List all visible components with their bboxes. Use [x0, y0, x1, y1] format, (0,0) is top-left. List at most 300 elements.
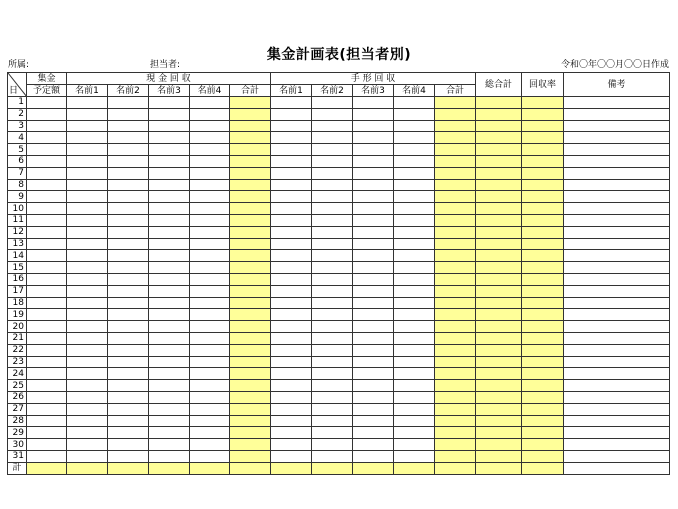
cash-name4-cell[interactable]	[190, 344, 230, 356]
bill-total-cell[interactable]	[435, 155, 476, 167]
grand-total-cell[interactable]	[476, 356, 522, 368]
bill-name3-cell[interactable]	[353, 380, 394, 392]
scheduled-amount-cell[interactable]	[27, 415, 67, 427]
bill-name2-cell[interactable]	[312, 273, 353, 285]
bill-name2-cell[interactable]	[312, 380, 353, 392]
grand-total-cell[interactable]	[476, 403, 522, 415]
cash-name4-cell[interactable]	[190, 380, 230, 392]
cash-name2-cell[interactable]	[108, 155, 149, 167]
bill-name4-cell[interactable]	[394, 332, 435, 344]
cash-name3-cell[interactable]	[149, 450, 190, 462]
bill-name2-cell[interactable]	[312, 144, 353, 156]
scheduled-amount-cell[interactable]	[27, 391, 67, 403]
bill-total-cell[interactable]	[435, 332, 476, 344]
cash-name4-cell[interactable]	[190, 167, 230, 179]
bill-name2-cell[interactable]	[312, 439, 353, 451]
bill-name3-cell[interactable]	[353, 132, 394, 144]
cash-name1-cell[interactable]	[67, 238, 108, 250]
bill-total-cell[interactable]	[435, 250, 476, 262]
collection-rate-cell[interactable]	[522, 321, 564, 333]
bill-name4-cell[interactable]	[394, 415, 435, 427]
cash-total-cell[interactable]	[230, 226, 271, 238]
grand-total-cell[interactable]	[476, 155, 522, 167]
cash-name4-cell[interactable]	[190, 297, 230, 309]
bill-name1-cell[interactable]	[271, 285, 312, 297]
collection-rate-cell[interactable]	[522, 332, 564, 344]
cash-name4-cell[interactable]	[190, 321, 230, 333]
bill-name2-cell[interactable]	[312, 155, 353, 167]
cash-name3-cell[interactable]	[149, 191, 190, 203]
grand-total-cell[interactable]	[476, 332, 522, 344]
bill-name3-cell[interactable]	[353, 309, 394, 321]
cash-total-cell[interactable]	[230, 108, 271, 120]
bill-total-cell[interactable]	[435, 391, 476, 403]
cash-name1-cell[interactable]	[67, 415, 108, 427]
grand-total-cell[interactable]	[476, 297, 522, 309]
remarks-cell[interactable]	[564, 238, 670, 250]
cash-name3-cell[interactable]	[149, 214, 190, 226]
remarks-cell[interactable]	[564, 167, 670, 179]
bill-total-cell[interactable]	[435, 321, 476, 333]
cash-name4-cell[interactable]	[190, 439, 230, 451]
bill-total-cell[interactable]	[435, 450, 476, 462]
scheduled-amount-cell[interactable]	[27, 368, 67, 380]
grand-total-cell[interactable]	[476, 132, 522, 144]
remarks-cell[interactable]	[564, 214, 670, 226]
bill-name1-cell[interactable]	[271, 250, 312, 262]
collection-rate-cell[interactable]	[522, 403, 564, 415]
bill-name4-cell[interactable]	[394, 191, 435, 203]
bill-name1-cell[interactable]	[271, 132, 312, 144]
cash-total-cell[interactable]	[230, 132, 271, 144]
collection-rate-cell[interactable]	[522, 285, 564, 297]
bill-name3-cell[interactable]	[353, 144, 394, 156]
bill-name3-cell[interactable]	[353, 238, 394, 250]
bill-name3-cell[interactable]	[353, 214, 394, 226]
collection-rate-cell[interactable]	[522, 203, 564, 215]
cash-name4-cell[interactable]	[190, 356, 230, 368]
scheduled-amount-cell[interactable]	[27, 144, 67, 156]
cash-total-cell[interactable]	[230, 238, 271, 250]
bill-name4-cell[interactable]	[394, 238, 435, 250]
cash-name2-cell[interactable]	[108, 120, 149, 132]
cash-total-cell[interactable]	[230, 309, 271, 321]
cash-name1-cell[interactable]	[67, 427, 108, 439]
bill-name3-cell[interactable]	[353, 439, 394, 451]
cash-name3-total-cell[interactable]	[149, 462, 190, 474]
grand-total-cell[interactable]	[476, 344, 522, 356]
cash-name3-cell[interactable]	[149, 179, 190, 191]
cash-name1-cell[interactable]	[67, 250, 108, 262]
cash-total-cell[interactable]	[230, 450, 271, 462]
cash-name3-cell[interactable]	[149, 391, 190, 403]
bill-name4-cell[interactable]	[394, 167, 435, 179]
cash-name3-cell[interactable]	[149, 262, 190, 274]
cash-name1-cell[interactable]	[67, 132, 108, 144]
cash-name1-cell[interactable]	[67, 439, 108, 451]
cash-total-cell[interactable]	[230, 167, 271, 179]
cash-name2-cell[interactable]	[108, 297, 149, 309]
cash-total-cell[interactable]	[230, 391, 271, 403]
scheduled-amount-cell[interactable]	[27, 203, 67, 215]
bill-name2-cell[interactable]	[312, 321, 353, 333]
bill-name4-cell[interactable]	[394, 427, 435, 439]
cash-name4-cell[interactable]	[190, 97, 230, 109]
cash-name1-cell[interactable]	[67, 285, 108, 297]
bill-name1-cell[interactable]	[271, 450, 312, 462]
cash-name4-cell[interactable]	[190, 179, 230, 191]
cash-name4-cell[interactable]	[190, 203, 230, 215]
bill-total-cell[interactable]	[435, 238, 476, 250]
bill-name1-cell[interactable]	[271, 120, 312, 132]
cash-name1-cell[interactable]	[67, 368, 108, 380]
cash-total-cell[interactable]	[230, 368, 271, 380]
cash-name3-cell[interactable]	[149, 238, 190, 250]
grand-total-cell[interactable]	[476, 203, 522, 215]
cash-name3-cell[interactable]	[149, 273, 190, 285]
cash-name3-cell[interactable]	[149, 203, 190, 215]
grand-total-total-cell[interactable]	[476, 462, 522, 474]
cash-name2-cell[interactable]	[108, 439, 149, 451]
remarks-cell[interactable]	[564, 155, 670, 167]
collection-rate-cell[interactable]	[522, 380, 564, 392]
collection-rate-cell[interactable]	[522, 132, 564, 144]
bill-name1-cell[interactable]	[271, 332, 312, 344]
bill-name3-cell[interactable]	[353, 450, 394, 462]
bill-name3-cell[interactable]	[353, 415, 394, 427]
cash-name1-cell[interactable]	[67, 391, 108, 403]
bill-total-cell[interactable]	[435, 167, 476, 179]
cash-name1-cell[interactable]	[67, 321, 108, 333]
cash-name2-cell[interactable]	[108, 214, 149, 226]
collection-rate-cell[interactable]	[522, 427, 564, 439]
collection-rate-cell[interactable]	[522, 391, 564, 403]
cash-name3-cell[interactable]	[149, 297, 190, 309]
bill-name3-cell[interactable]	[353, 155, 394, 167]
scheduled-amount-cell[interactable]	[27, 191, 67, 203]
bill-name4-cell[interactable]	[394, 450, 435, 462]
bill-name1-cell[interactable]	[271, 321, 312, 333]
bill-name1-cell[interactable]	[271, 415, 312, 427]
cash-total-cell[interactable]	[230, 285, 271, 297]
grand-total-cell[interactable]	[476, 250, 522, 262]
cash-name4-cell[interactable]	[190, 309, 230, 321]
bill-name4-cell[interactable]	[394, 250, 435, 262]
cash-name3-cell[interactable]	[149, 439, 190, 451]
cash-name1-cell[interactable]	[67, 214, 108, 226]
bill-total-cell[interactable]	[435, 368, 476, 380]
remarks-cell[interactable]	[564, 273, 670, 285]
cash-name2-cell[interactable]	[108, 250, 149, 262]
cash-name3-cell[interactable]	[149, 415, 190, 427]
grand-total-cell[interactable]	[476, 167, 522, 179]
cash-name1-cell[interactable]	[67, 155, 108, 167]
cash-name3-cell[interactable]	[149, 132, 190, 144]
cash-total-cell[interactable]	[230, 214, 271, 226]
bill-name3-cell[interactable]	[353, 108, 394, 120]
bill-name3-cell[interactable]	[353, 344, 394, 356]
remarks-cell[interactable]	[564, 309, 670, 321]
bill-total-cell[interactable]	[435, 108, 476, 120]
bill-name4-cell[interactable]	[394, 226, 435, 238]
bill-name4-cell[interactable]	[394, 144, 435, 156]
cash-name2-cell[interactable]	[108, 403, 149, 415]
collection-rate-cell[interactable]	[522, 120, 564, 132]
cash-name4-cell[interactable]	[190, 285, 230, 297]
remarks-cell[interactable]	[564, 285, 670, 297]
bill-total-cell[interactable]	[435, 439, 476, 451]
cash-total-cell[interactable]	[230, 427, 271, 439]
bill-total-cell[interactable]	[435, 403, 476, 415]
bill-name1-cell[interactable]	[271, 191, 312, 203]
remarks-cell[interactable]	[564, 380, 670, 392]
scheduled-amount-cell[interactable]	[27, 132, 67, 144]
scheduled-amount-cell[interactable]	[27, 214, 67, 226]
bill-name2-cell[interactable]	[312, 356, 353, 368]
bill-name4-cell[interactable]	[394, 439, 435, 451]
grand-total-cell[interactable]	[476, 380, 522, 392]
bill-name1-cell[interactable]	[271, 214, 312, 226]
cash-name4-cell[interactable]	[190, 226, 230, 238]
bill-name2-cell[interactable]	[312, 368, 353, 380]
bill-name3-cell[interactable]	[353, 191, 394, 203]
cash-name3-cell[interactable]	[149, 403, 190, 415]
bill-name1-cell[interactable]	[271, 226, 312, 238]
cash-name3-cell[interactable]	[149, 368, 190, 380]
bill-name4-cell[interactable]	[394, 309, 435, 321]
collection-rate-total-cell[interactable]	[522, 462, 564, 474]
collection-rate-cell[interactable]	[522, 250, 564, 262]
bill-name1-cell[interactable]	[271, 391, 312, 403]
cash-name4-cell[interactable]	[190, 144, 230, 156]
bill-name1-cell[interactable]	[271, 203, 312, 215]
bill-name3-cell[interactable]	[353, 356, 394, 368]
bill-name3-cell[interactable]	[353, 167, 394, 179]
cash-name4-cell[interactable]	[190, 391, 230, 403]
cash-name3-cell[interactable]	[149, 167, 190, 179]
cash-name1-cell[interactable]	[67, 332, 108, 344]
bill-name4-cell[interactable]	[394, 214, 435, 226]
cash-name4-cell[interactable]	[190, 155, 230, 167]
collection-rate-cell[interactable]	[522, 450, 564, 462]
bill-name1-cell[interactable]	[271, 179, 312, 191]
cash-name3-cell[interactable]	[149, 285, 190, 297]
cash-name3-cell[interactable]	[149, 309, 190, 321]
remarks-cell[interactable]	[564, 226, 670, 238]
bill-total-cell[interactable]	[435, 132, 476, 144]
cash-name2-cell[interactable]	[108, 97, 149, 109]
bill-total-cell[interactable]	[435, 144, 476, 156]
cash-name2-cell[interactable]	[108, 167, 149, 179]
bill-name3-cell[interactable]	[353, 285, 394, 297]
remarks-cell[interactable]	[564, 108, 670, 120]
bill-name1-cell[interactable]	[271, 108, 312, 120]
bill-name4-cell[interactable]	[394, 273, 435, 285]
bill-name4-cell[interactable]	[394, 391, 435, 403]
cash-name4-cell[interactable]	[190, 262, 230, 274]
bill-name3-cell[interactable]	[353, 120, 394, 132]
cash-name2-cell[interactable]	[108, 203, 149, 215]
collection-rate-cell[interactable]	[522, 238, 564, 250]
remarks-total-cell[interactable]	[564, 462, 670, 474]
cash-name3-cell[interactable]	[149, 226, 190, 238]
cash-name2-cell[interactable]	[108, 226, 149, 238]
bill-total-cell[interactable]	[435, 427, 476, 439]
cash-name4-cell[interactable]	[190, 415, 230, 427]
cash-name4-cell[interactable]	[190, 332, 230, 344]
cash-name3-cell[interactable]	[149, 250, 190, 262]
bill-name1-total-cell[interactable]	[271, 462, 312, 474]
bill-total-cell[interactable]	[435, 179, 476, 191]
cash-total-cell[interactable]	[230, 262, 271, 274]
grand-total-cell[interactable]	[476, 309, 522, 321]
cash-name2-cell[interactable]	[108, 427, 149, 439]
bill-name2-cell[interactable]	[312, 262, 353, 274]
bill-total-cell[interactable]	[435, 191, 476, 203]
bill-total-cell[interactable]	[435, 203, 476, 215]
bill-total-cell[interactable]	[435, 415, 476, 427]
bill-total-cell[interactable]	[435, 356, 476, 368]
collection-rate-cell[interactable]	[522, 273, 564, 285]
cash-total-cell[interactable]	[230, 439, 271, 451]
scheduled-amount-cell[interactable]	[27, 108, 67, 120]
cash-name1-cell[interactable]	[67, 356, 108, 368]
cash-name1-cell[interactable]	[67, 403, 108, 415]
remarks-cell[interactable]	[564, 132, 670, 144]
bill-total-cell[interactable]	[435, 297, 476, 309]
cash-name2-cell[interactable]	[108, 273, 149, 285]
remarks-cell[interactable]	[564, 203, 670, 215]
remarks-cell[interactable]	[564, 391, 670, 403]
bill-name4-cell[interactable]	[394, 403, 435, 415]
remarks-cell[interactable]	[564, 297, 670, 309]
grand-total-cell[interactable]	[476, 415, 522, 427]
scheduled-amount-cell[interactable]	[27, 403, 67, 415]
bill-name2-cell[interactable]	[312, 238, 353, 250]
grand-total-cell[interactable]	[476, 144, 522, 156]
bill-name1-cell[interactable]	[271, 167, 312, 179]
bill-name2-cell[interactable]	[312, 167, 353, 179]
bill-name3-cell[interactable]	[353, 368, 394, 380]
bill-total-cell[interactable]	[435, 214, 476, 226]
remarks-cell[interactable]	[564, 403, 670, 415]
bill-name4-total-cell[interactable]	[394, 462, 435, 474]
cash-name4-cell[interactable]	[190, 108, 230, 120]
cash-name4-cell[interactable]	[190, 427, 230, 439]
bill-name1-cell[interactable]	[271, 439, 312, 451]
scheduled-amount-cell[interactable]	[27, 167, 67, 179]
cash-name4-cell[interactable]	[190, 250, 230, 262]
cash-name4-cell[interactable]	[190, 214, 230, 226]
remarks-cell[interactable]	[564, 120, 670, 132]
remarks-cell[interactable]	[564, 262, 670, 274]
bill-name4-cell[interactable]	[394, 120, 435, 132]
scheduled-amount-cell[interactable]	[27, 380, 67, 392]
bill-total-cell[interactable]	[435, 380, 476, 392]
cash-name3-cell[interactable]	[149, 344, 190, 356]
cash-total-cell[interactable]	[230, 415, 271, 427]
grand-total-cell[interactable]	[476, 214, 522, 226]
bill-name3-cell[interactable]	[353, 273, 394, 285]
bill-name4-cell[interactable]	[394, 344, 435, 356]
remarks-cell[interactable]	[564, 250, 670, 262]
cash-total-cell[interactable]	[230, 356, 271, 368]
cash-name2-cell[interactable]	[108, 368, 149, 380]
collection-rate-cell[interactable]	[522, 344, 564, 356]
bill-name4-cell[interactable]	[394, 132, 435, 144]
cash-name1-cell[interactable]	[67, 226, 108, 238]
collection-rate-cell[interactable]	[522, 309, 564, 321]
bill-name4-cell[interactable]	[394, 380, 435, 392]
cash-name1-cell[interactable]	[67, 203, 108, 215]
cash-name2-cell[interactable]	[108, 285, 149, 297]
bill-name2-cell[interactable]	[312, 191, 353, 203]
scheduled-amount-cell[interactable]	[27, 273, 67, 285]
grand-total-cell[interactable]	[476, 226, 522, 238]
collection-rate-cell[interactable]	[522, 214, 564, 226]
cash-total-cell[interactable]	[230, 344, 271, 356]
cash-name2-cell[interactable]	[108, 179, 149, 191]
bill-name1-cell[interactable]	[271, 368, 312, 380]
cash-name1-cell[interactable]	[67, 167, 108, 179]
bill-name3-cell[interactable]	[353, 226, 394, 238]
bill-total-cell[interactable]	[435, 120, 476, 132]
bill-name3-total-cell[interactable]	[353, 462, 394, 474]
cash-name2-cell[interactable]	[108, 309, 149, 321]
cash-name3-cell[interactable]	[149, 144, 190, 156]
bill-name3-cell[interactable]	[353, 297, 394, 309]
cash-total-cell[interactable]	[230, 120, 271, 132]
scheduled-amount-cell[interactable]	[27, 226, 67, 238]
bill-name1-cell[interactable]	[271, 403, 312, 415]
grand-total-cell[interactable]	[476, 108, 522, 120]
bill-name1-cell[interactable]	[271, 380, 312, 392]
cash-name2-cell[interactable]	[108, 450, 149, 462]
bill-name3-cell[interactable]	[353, 321, 394, 333]
cash-name2-cell[interactable]	[108, 262, 149, 274]
grand-total-cell[interactable]	[476, 368, 522, 380]
cash-total-cell[interactable]	[230, 380, 271, 392]
cash-name1-cell[interactable]	[67, 179, 108, 191]
cash-name2-cell[interactable]	[108, 238, 149, 250]
collection-rate-cell[interactable]	[522, 97, 564, 109]
bill-name2-cell[interactable]	[312, 450, 353, 462]
cash-total-cell[interactable]	[230, 144, 271, 156]
cash-name3-cell[interactable]	[149, 97, 190, 109]
cash-name4-cell[interactable]	[190, 450, 230, 462]
scheduled-amount-cell[interactable]	[27, 356, 67, 368]
remarks-cell[interactable]	[564, 427, 670, 439]
bill-name4-cell[interactable]	[394, 155, 435, 167]
remarks-cell[interactable]	[564, 344, 670, 356]
remarks-cell[interactable]	[564, 368, 670, 380]
cash-name2-cell[interactable]	[108, 321, 149, 333]
bill-name2-cell[interactable]	[312, 309, 353, 321]
grand-total-cell[interactable]	[476, 427, 522, 439]
bill-name1-cell[interactable]	[271, 344, 312, 356]
scheduled-amount-cell[interactable]	[27, 427, 67, 439]
bill-name1-cell[interactable]	[271, 356, 312, 368]
collection-rate-cell[interactable]	[522, 179, 564, 191]
collection-rate-cell[interactable]	[522, 108, 564, 120]
bill-total-cell[interactable]	[435, 273, 476, 285]
cash-name4-cell[interactable]	[190, 368, 230, 380]
bill-name1-cell[interactable]	[271, 273, 312, 285]
bill-name1-cell[interactable]	[271, 297, 312, 309]
scheduled-amount-cell[interactable]	[27, 250, 67, 262]
cash-total-cell[interactable]	[230, 203, 271, 215]
remarks-cell[interactable]	[564, 332, 670, 344]
